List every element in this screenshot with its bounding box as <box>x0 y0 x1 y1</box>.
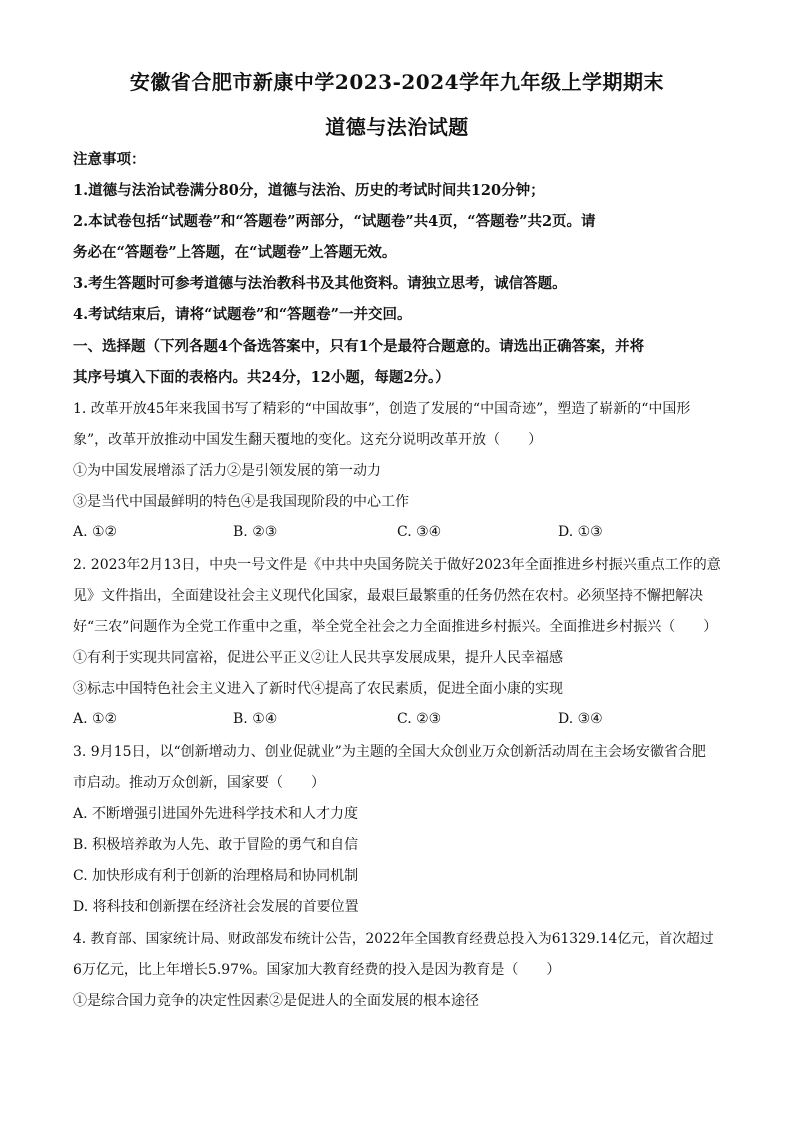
q2-option-c[interactable]: C. ②③ <box>397 711 442 727</box>
q2-options <box>73 711 723 731</box>
q1-option-a[interactable]: A. ①② <box>73 524 118 540</box>
note-3: 3.考生答题时可参考道德与法治教科书及其他资料。请独立思考，诚信答题。 <box>73 275 567 292</box>
q1-statements-2: ③是当代中国最鲜明的特色④是我国现阶段的中心工作 <box>73 494 409 510</box>
q4-stem-line2: 6万亿元，比上年增长5.97%。国家加大教育经费的投入是因为教育是（ ） <box>73 962 561 978</box>
q4-statements-1: ①是综合国力竞争的决定性因素②是促进人的全面发展的根本途径 <box>73 993 479 1009</box>
q3-option-a[interactable]: A. 不断增强引进国外先进科学技术和人才力度 <box>73 806 359 822</box>
q3-option-d[interactable]: D. 将科技和创新摆在经济社会发展的首要位置 <box>73 899 359 915</box>
q2-option-d[interactable]: D. ③④ <box>558 711 603 727</box>
q2-statements-2: ③标志中国特色社会主义进入了新时代④提高了农民素质，促进全面小康的实现 <box>73 681 563 697</box>
q2-stem-line2: 见》文件指出，全面建设社会主义现代化国家，最艰巨最繁重的任务仍然在农村。必须坚持不懈把解决 <box>73 588 703 604</box>
note-2-line1: 2.本试卷包括“试题卷”和“答题卷”两部分，“试题卷”共4页，“答题卷”共2页。请 <box>73 213 596 230</box>
q2-statements-1: ①有利于实现共同富裕，促进公平正义②让人民共享发展成果，提升人民幸福感 <box>73 650 563 666</box>
q1-stem-line1: 1. 改革开放45年来我国书写了精彩的“中国故事”，创造了发展的“中国奇迹”，塑造了崭新的“中国形 <box>73 401 691 417</box>
q1-stem-line2: 象”，改革开放推动中国发生翻天覆地的变化。这充分说明改革开放（ ） <box>73 432 543 448</box>
q1-option-d[interactable]: D. ①③ <box>558 524 603 540</box>
q1-options <box>73 524 723 544</box>
q2-option-a[interactable]: A. ①② <box>73 711 118 727</box>
q3-option-c[interactable]: C. 加快形成有利于创新的治理格局和协同机制 <box>73 868 359 884</box>
q3-stem-line1: 3. 9月15日，以“创新增动力、创业促就业”为主题的全国大众创业万众创新活动周在主会场安徽省合肥 <box>73 744 706 760</box>
q1-option-b[interactable]: B. ②③ <box>233 524 278 540</box>
q2-option-b[interactable]: B. ①④ <box>233 711 278 727</box>
exam-title: 安徽省合肥市新康中学2023-2024学年九年级上学期期末 <box>129 70 665 94</box>
note-1: 1.道德与法治试卷满分80分，道德与法治、历史的考试时间共120分钟； <box>73 182 545 199</box>
section-heading-line2: 其序号填入下面的表格内。共24分，12小题，每题2分。） <box>73 369 450 386</box>
note-4: 4.考试结束后，请将“试题卷”和“答题卷”一并交回。 <box>73 306 412 323</box>
q3-stem-line2: 市启动。推动万众创新，国家要（ ） <box>73 775 325 791</box>
q4-stem-line1: 4. 教育部、国家统计局、财政部发布统计公告，2022年全国教育经费总投入为61329.14亿元，首次超过 <box>73 931 714 947</box>
notes-heading: 注意事项： <box>73 151 146 168</box>
q2-stem-line1: 2. 2023年2月13日，中央一号文件是《中共中央国务院关于做好2023年全面推进乡村振兴重点工作的意 <box>73 557 721 573</box>
q1-option-c[interactable]: C. ③④ <box>397 524 442 540</box>
q2-stem-line3: 好“三农”问题作为全党工作重中之重，举全党全社会之力全面推进乡村振兴。全面推进乡村振兴（ ） <box>73 619 718 635</box>
section-heading-line1: 一、选择题（下列各题4个备选答案中，只有1个是最符合题意的。请选出正确答案，并将 <box>73 338 645 355</box>
q3-option-b[interactable]: B. 积极培养敢为人先、敢于冒险的勇气和自信 <box>73 837 359 853</box>
note-2-line2: 务必在“答题卷”上答题，在“试题卷”上答题无效。 <box>73 244 397 261</box>
exam-subtitle: 道德与法治试题 <box>325 115 469 139</box>
q1-statements-1: ①为中国发展增添了活力②是引领发展的第一动力 <box>73 463 381 479</box>
